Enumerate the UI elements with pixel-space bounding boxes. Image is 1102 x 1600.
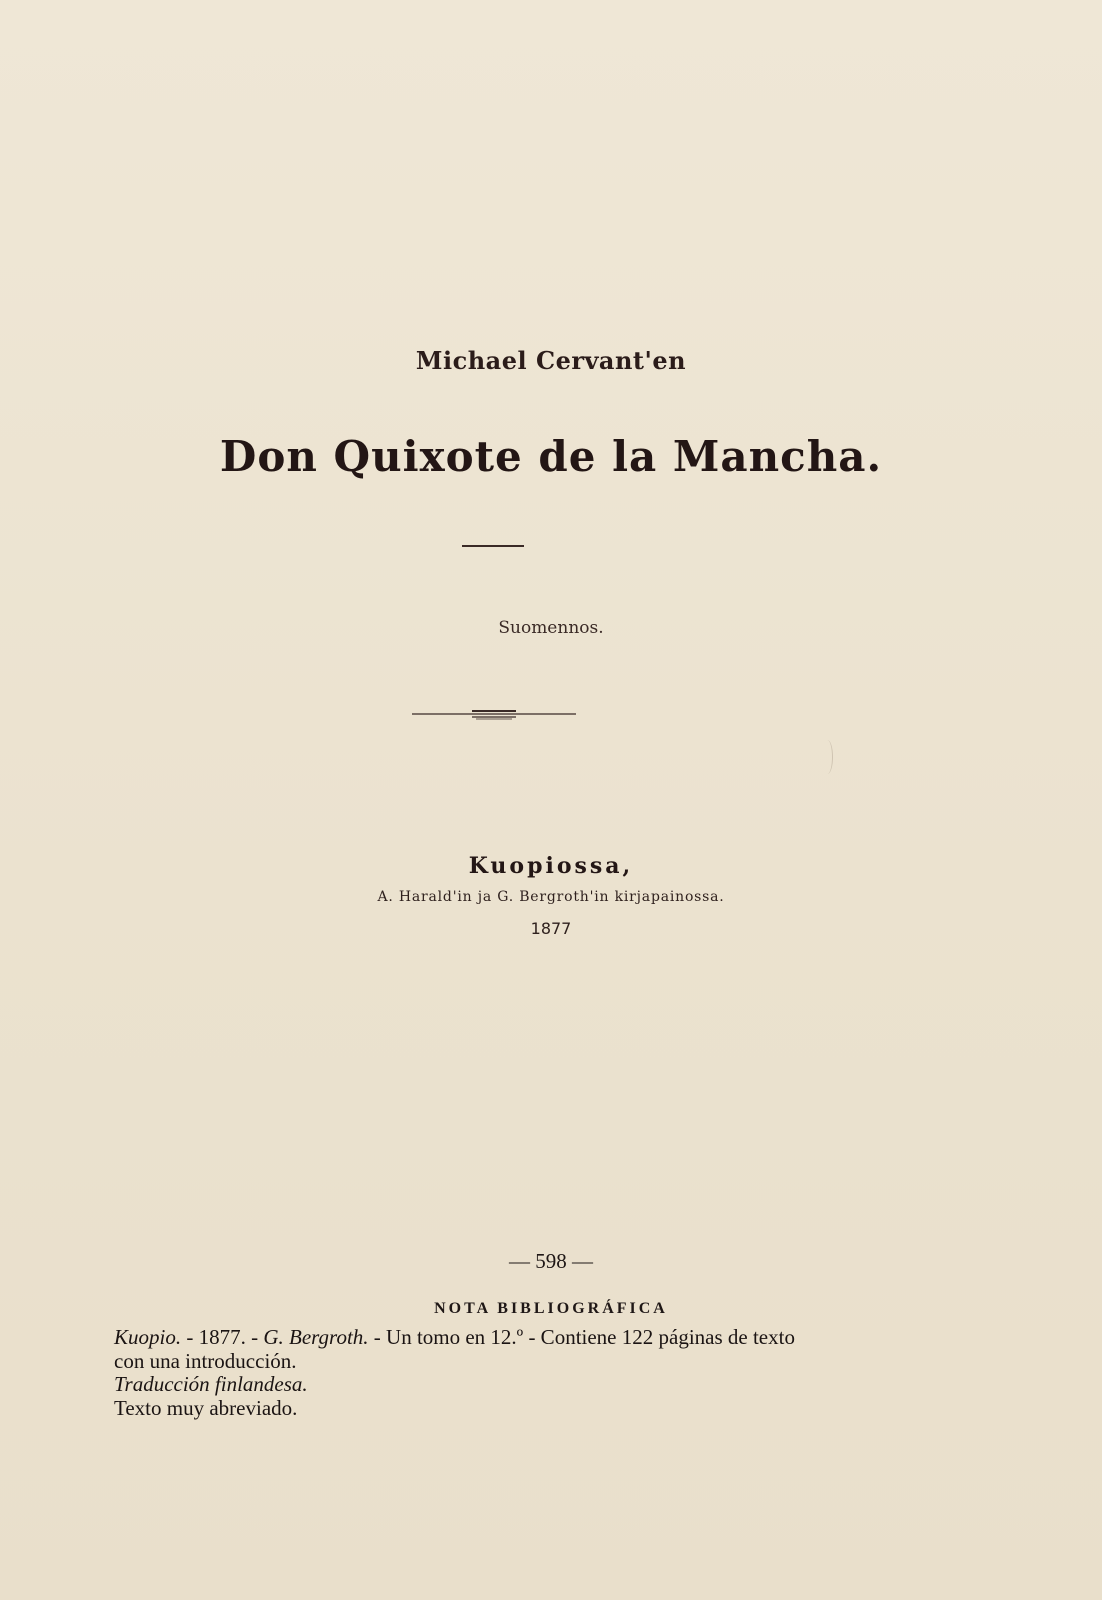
- ornamental-rule: [412, 706, 576, 722]
- note-publisher: G. Bergroth.: [263, 1325, 369, 1349]
- note-description: - Un tomo en 12.º - Contiene 122 páginas de texto: [368, 1325, 795, 1349]
- subtitle-line: Suomennos.: [498, 618, 604, 638]
- note-year: 1877.: [198, 1325, 246, 1349]
- paper-crease: [822, 740, 833, 774]
- bibliographic-note: [114, 1326, 994, 1420]
- author-line: Michael Cervant'en: [415, 346, 687, 375]
- note-heading: NOTA BIBLIOGRÁFICA: [434, 1300, 668, 1317]
- note-description-cont: con una introducción.: [114, 1348, 297, 1373]
- imprint-printer: A. Harald'in ja G. Bergroth'in kirjapainossa.: [377, 889, 725, 905]
- note-separator: -: [181, 1325, 199, 1349]
- book-title: Don Quixote de la Mancha.: [219, 432, 883, 481]
- imprint-year: 1877: [530, 919, 572, 938]
- note-separator: -: [245, 1325, 264, 1349]
- note-line-1: [114, 1326, 994, 1350]
- imprint-place: Kuopiossa,: [468, 853, 634, 879]
- note-remark: Texto muy abreviado.: [114, 1395, 298, 1420]
- title-rule: [462, 545, 524, 547]
- page-number: — 598 —: [509, 1249, 593, 1273]
- note-translation: Traducción finlandesa.: [114, 1372, 308, 1396]
- note-place: Kuopio.: [114, 1325, 182, 1349]
